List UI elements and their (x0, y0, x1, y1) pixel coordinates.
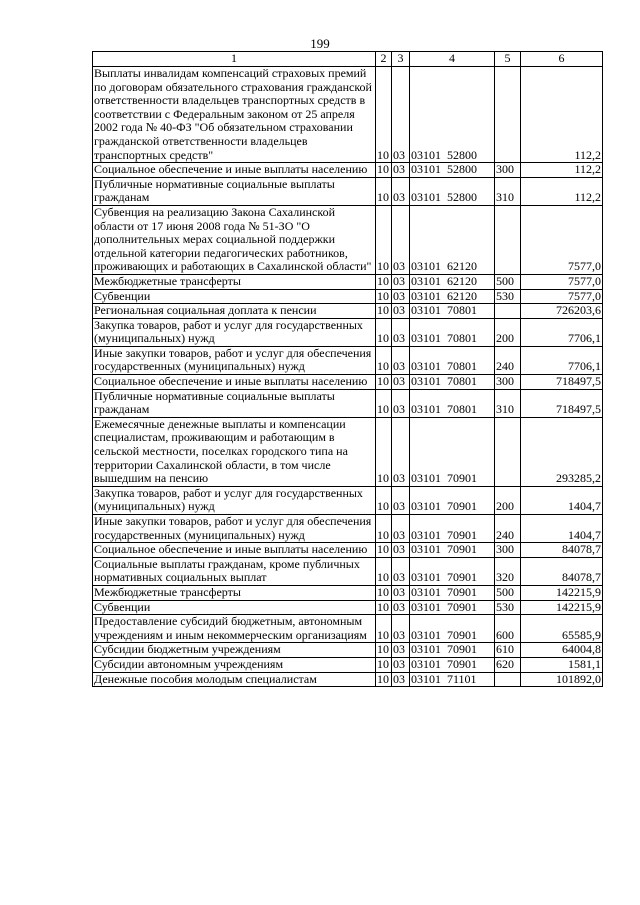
subsection-code-cell: 03 (392, 389, 410, 417)
section-code-cell: 10 (376, 557, 392, 585)
amount-cell: 112,2 (521, 163, 603, 178)
subsection-code-cell: 03 (392, 289, 410, 304)
target-article-cell: 03101 70901 (410, 417, 495, 486)
expense-type-cell: 620 (495, 657, 521, 672)
expense-type-cell: 300 (495, 375, 521, 390)
amount-cell: 1581,1 (521, 657, 603, 672)
row-name-cell: Социальные выплаты гражданам, кроме публичных нормативных социальных выплат (93, 557, 376, 585)
row-name-cell: Социальное обеспечение и иные выплаты населению (93, 375, 376, 390)
target-article-cell: 03101 70901 (410, 543, 495, 558)
row-name-cell: Региональная социальная доплата к пенсии (93, 304, 376, 319)
expense-type-cell: 240 (495, 515, 521, 543)
row-name-cell: Предоставление субсидий бюджетным, автономным учреждениям и иным некоммерческим организациям (93, 615, 376, 643)
section-code-cell: 10 (376, 600, 392, 615)
amount-cell: 65585,9 (521, 615, 603, 643)
table-row (93, 585, 603, 600)
subsection-code-cell: 03 (392, 643, 410, 658)
table-row (93, 274, 603, 289)
amount-cell: 7706,1 (521, 318, 603, 346)
subsection-code-cell: 03 (392, 318, 410, 346)
target-article-cell: 03101 70901 (410, 600, 495, 615)
row-name-cell: Иные закупки товаров, работ и услуг для обеспечения государственных (муниципальных) нужд (93, 515, 376, 543)
row-name-cell: Субвенции (93, 600, 376, 615)
subsection-code-cell: 03 (392, 177, 410, 205)
subsection-code-cell: 03 (392, 600, 410, 615)
section-code-cell: 10 (376, 304, 392, 319)
amount-cell: 718497,5 (521, 389, 603, 417)
table-header-row (93, 52, 603, 67)
target-article-cell: 03101 70801 (410, 389, 495, 417)
row-name-cell: Субсидии бюджетным учреждениям (93, 643, 376, 658)
target-article-cell: 03101 70901 (410, 643, 495, 658)
amount-cell: 1404,7 (521, 515, 603, 543)
section-code-cell: 10 (376, 163, 392, 178)
section-code-cell: 10 (376, 274, 392, 289)
table-row (93, 543, 603, 558)
expense-type-cell: 300 (495, 163, 521, 178)
section-code-cell: 10 (376, 318, 392, 346)
amount-cell: 726203,6 (521, 304, 603, 319)
expense-type-cell (495, 67, 521, 163)
expense-type-cell: 200 (495, 318, 521, 346)
section-code-cell: 10 (376, 346, 392, 374)
amount-cell: 84078,7 (521, 557, 603, 585)
expense-type-cell: 500 (495, 274, 521, 289)
section-code-cell: 10 (376, 543, 392, 558)
expense-type-cell (495, 672, 521, 687)
target-article-cell: 03101 70801 (410, 304, 495, 319)
row-name-cell: Субвенции (93, 289, 376, 304)
table-row (93, 486, 603, 514)
row-name-cell: Ежемесячные денежные выплаты и компенсации специалистам, проживающим и работающим в сельской местности, поселках городского типа на территории Сахалинской области, в том числе вышедшим на пенсию (93, 417, 376, 486)
subsection-code-cell: 03 (392, 274, 410, 289)
amount-cell: 1404,7 (521, 486, 603, 514)
target-article-cell: 03101 70901 (410, 585, 495, 600)
row-name-cell: Иные закупки товаров, работ и услуг для обеспечения государственных (муниципальных) нужд (93, 346, 376, 374)
table-row (93, 67, 603, 163)
target-article-cell: 03101 70801 (410, 318, 495, 346)
table-row (93, 304, 603, 319)
expense-type-cell: 200 (495, 486, 521, 514)
subsection-code-cell: 03 (392, 417, 410, 486)
section-code-cell: 10 (376, 515, 392, 543)
table-row (93, 515, 603, 543)
amount-cell: 718497,5 (521, 375, 603, 390)
amount-cell: 112,2 (521, 177, 603, 205)
amount-cell: 7577,0 (521, 289, 603, 304)
target-article-cell: 03101 62120 (410, 274, 495, 289)
target-article-cell: 03101 70901 (410, 657, 495, 672)
section-code-cell: 10 (376, 643, 392, 658)
subsection-code-cell: 03 (392, 375, 410, 390)
expense-type-cell: 320 (495, 557, 521, 585)
row-name-cell: Денежные пособия молодым специалистам (93, 672, 376, 687)
target-article-cell: 03101 52800 (410, 177, 495, 205)
expense-type-cell (495, 417, 521, 486)
subsection-code-cell: 03 (392, 557, 410, 585)
amount-cell: 64004,8 (521, 643, 603, 658)
row-name-cell: Межбюджетные трансферты (93, 274, 376, 289)
row-name-cell: Выплаты инвалидам компенсаций страховых премий по договорам обязательного страхования гражданской ответственности владельцев транспортных средств в соответствии с Федеральным законом от 25 апреля 2002 года № 40-ФЗ "Об обязательном страховании гражданской ответственности владельцев транспортных средств" (93, 67, 376, 163)
table-row (93, 600, 603, 615)
table-body (93, 67, 603, 687)
table-row (93, 615, 603, 643)
expense-type-cell: 300 (495, 543, 521, 558)
target-article-cell: 03101 70901 (410, 615, 495, 643)
section-code-cell: 10 (376, 289, 392, 304)
expense-type-cell: 310 (495, 177, 521, 205)
section-code-cell: 10 (376, 615, 392, 643)
row-name-cell: Социальное обеспечение и иные выплаты населению (93, 543, 376, 558)
table-row (93, 177, 603, 205)
subsection-code-cell: 03 (392, 486, 410, 514)
section-code-cell: 10 (376, 177, 392, 205)
subsection-code-cell: 03 (392, 304, 410, 319)
section-code-cell: 10 (376, 657, 392, 672)
amount-cell: 7706,1 (521, 346, 603, 374)
amount-cell: 293285,2 (521, 417, 603, 486)
column-header: 1 (93, 52, 376, 67)
amount-cell: 84078,7 (521, 543, 603, 558)
section-code-cell: 10 (376, 672, 392, 687)
target-article-cell: 03101 70901 (410, 557, 495, 585)
table-row (93, 205, 603, 274)
subsection-code-cell: 03 (392, 615, 410, 643)
row-name-cell: Субсидии автономным учреждениям (93, 657, 376, 672)
target-article-cell: 03101 70801 (410, 375, 495, 390)
target-article-cell: 03101 52800 (410, 163, 495, 178)
row-name-cell: Субвенция на реализацию Закона Сахалинской области от 17 июня 2008 года № 51-ЗО "О дополнительных мерах социальной поддержки отдельной категории педагогических работников, проживающих и работающих в Сахалинской области" (93, 205, 376, 274)
table-row (93, 643, 603, 658)
row-name-cell: Публичные нормативные социальные выплаты гражданам (93, 177, 376, 205)
table-row (93, 163, 603, 178)
row-name-cell: Публичные нормативные социальные выплаты гражданам (93, 389, 376, 417)
table-row (93, 346, 603, 374)
subsection-code-cell: 03 (392, 657, 410, 672)
row-name-cell: Межбюджетные трансферты (93, 585, 376, 600)
expense-type-cell: 240 (495, 346, 521, 374)
section-code-cell: 10 (376, 389, 392, 417)
section-code-cell: 10 (376, 585, 392, 600)
table-row (93, 672, 603, 687)
expense-type-cell (495, 304, 521, 319)
amount-cell: 142215,9 (521, 600, 603, 615)
table-row (93, 389, 603, 417)
target-article-cell: 03101 62120 (410, 205, 495, 274)
subsection-code-cell: 03 (392, 67, 410, 163)
column-header: 4 (410, 52, 495, 67)
section-code-cell: 10 (376, 67, 392, 163)
target-article-cell: 03101 52800 (410, 67, 495, 163)
column-header: 6 (521, 52, 603, 67)
table-row (93, 318, 603, 346)
expense-type-cell: 610 (495, 643, 521, 658)
subsection-code-cell: 03 (392, 515, 410, 543)
column-header: 2 (376, 52, 392, 67)
target-article-cell: 03101 62120 (410, 289, 495, 304)
subsection-code-cell: 03 (392, 585, 410, 600)
target-article-cell: 03101 70801 (410, 346, 495, 374)
page-number: 199 (310, 36, 330, 51)
target-article-cell: 03101 70901 (410, 486, 495, 514)
amount-cell: 7577,0 (521, 205, 603, 274)
amount-cell: 7577,0 (521, 274, 603, 289)
section-code-cell: 10 (376, 417, 392, 486)
section-code-cell: 10 (376, 486, 392, 514)
amount-cell: 101892,0 (521, 672, 603, 687)
table-row (93, 417, 603, 486)
subsection-code-cell: 03 (392, 163, 410, 178)
budget-table (92, 51, 603, 687)
expense-type-cell: 530 (495, 600, 521, 615)
table-row (93, 289, 603, 304)
amount-cell: 112,2 (521, 67, 603, 163)
row-name-cell: Закупка товаров, работ и услуг для государственных (муниципальных) нужд (93, 486, 376, 514)
section-code-cell: 10 (376, 205, 392, 274)
row-name-cell: Закупка товаров, работ и услуг для государственных (муниципальных) нужд (93, 318, 376, 346)
subsection-code-cell: 03 (392, 346, 410, 374)
subsection-code-cell: 03 (392, 672, 410, 687)
subsection-code-cell: 03 (392, 543, 410, 558)
amount-cell: 142215,9 (521, 585, 603, 600)
subsection-code-cell: 03 (392, 205, 410, 274)
expense-type-cell: 500 (495, 585, 521, 600)
target-article-cell: 03101 71101 (410, 672, 495, 687)
column-header: 5 (495, 52, 521, 67)
table-row (93, 657, 603, 672)
table-row (93, 375, 603, 390)
column-header: 3 (392, 52, 410, 67)
expense-type-cell: 530 (495, 289, 521, 304)
target-article-cell: 03101 70901 (410, 515, 495, 543)
table-row (93, 557, 603, 585)
expense-type-cell: 310 (495, 389, 521, 417)
row-name-cell: Социальное обеспечение и иные выплаты населению (93, 163, 376, 178)
section-code-cell: 10 (376, 375, 392, 390)
expense-type-cell (495, 205, 521, 274)
expense-type-cell: 600 (495, 615, 521, 643)
